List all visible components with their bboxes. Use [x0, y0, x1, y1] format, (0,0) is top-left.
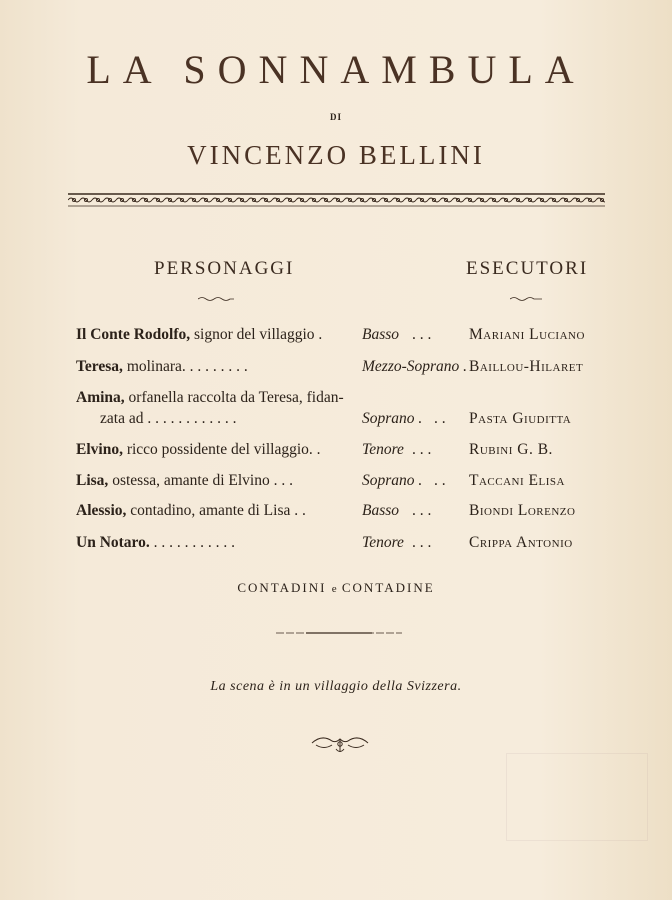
chorus-women: CONTADINE [341, 580, 435, 595]
characters-heading: PERSONAGGI [154, 258, 295, 279]
character-name: Amina, [76, 389, 125, 406]
character-name: Lisa, [76, 472, 109, 489]
cast-row [76, 534, 596, 556]
voice-dots: . . . [412, 502, 432, 519]
cast-row [76, 441, 596, 463]
voice-dots: . . . [412, 534, 432, 551]
cast-row [76, 326, 596, 348]
chorus-conjunction: e [331, 583, 337, 595]
performer-name: Mariani Luciano [469, 326, 585, 343]
character-desc: signor del villaggio . [190, 326, 323, 343]
character-desc: contadino, amante di Lisa . . [126, 502, 306, 519]
swash-left [198, 296, 234, 302]
performer-name: Rubini G. B. [469, 441, 553, 458]
divider-rule [276, 630, 402, 636]
cast-row-continued [76, 410, 596, 432]
voice-dots: . . [434, 410, 446, 427]
character-name: Elvino, [76, 441, 123, 458]
character-name: Il Conte Rodolfo, [76, 326, 191, 343]
character-desc: . . . . . . . . . . . [149, 534, 236, 551]
scene-setting: La scena è in un villaggio della Svizzera. [210, 679, 462, 694]
voice-type: Soprano . [362, 472, 423, 489]
cast-row [76, 358, 596, 380]
opera-title: LA SONNAMBULA [86, 47, 586, 92]
performer-name: Biondi Lorenzo [469, 502, 576, 519]
character-desc: ricco possidente del villaggio. . [122, 441, 321, 458]
voice-type: Tenore [362, 441, 404, 458]
composer-name: VINCENZO BELLINI [187, 140, 485, 170]
character-desc: molinara. . . . . . . . . [122, 358, 248, 375]
voice-type: Soprano . [362, 410, 423, 427]
chorus-men: CONTADINI [237, 580, 327, 595]
di-label: DI [329, 112, 342, 122]
character-desc: orfanella raccolta da Teresa, fidan- [124, 389, 344, 406]
voice-type: Basso [362, 502, 400, 519]
character-name: Un Notaro. [76, 534, 150, 551]
voice-dots: . . [434, 472, 446, 489]
swash-right [510, 296, 542, 302]
character-name: Teresa, [76, 358, 123, 375]
voice-dots: . . . [412, 441, 432, 458]
cast-row [76, 472, 596, 494]
voice-dots: . . . [412, 326, 432, 343]
cast-row [76, 502, 596, 524]
cast-row [76, 389, 596, 411]
performer-name: Pasta Giuditta [469, 410, 572, 427]
fleuron-ornament-icon [310, 730, 370, 756]
performers-heading: ESECUTORI [466, 258, 589, 279]
character-name: Alessio, [76, 502, 127, 519]
character-desc: ostessa, amante di Elvino . . . [108, 472, 293, 489]
voice-type: Tenore [362, 534, 404, 551]
performer-name: Taccani Elisa [469, 472, 565, 489]
voice-type: Basso [362, 326, 400, 343]
library-stamp [506, 753, 648, 841]
performer-name: Crippa Antonio [469, 534, 573, 551]
ornamental-rule [68, 192, 605, 208]
performer-name: Baillou-Hilaret [469, 358, 584, 375]
voice-type: Mezzo-Soprano . [362, 358, 468, 375]
chorus-line [0, 580, 672, 596]
character-desc-continued: zata ad . . . . . . . . . . . . [100, 410, 237, 427]
